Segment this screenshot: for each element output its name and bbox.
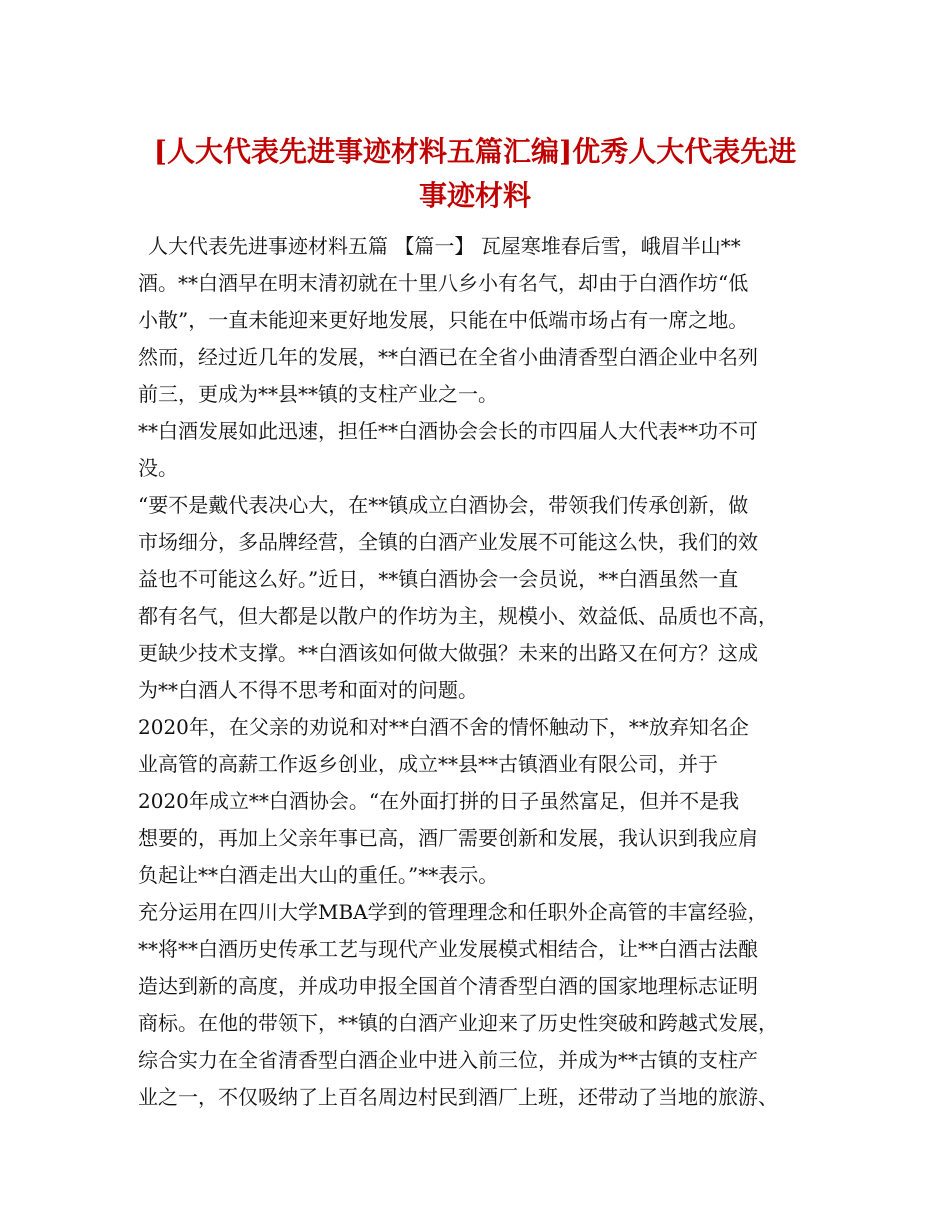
document-title-line-2: 事迹材料 <box>418 179 531 212</box>
body-line: 业高管的高薪工作返乡创业，成立**县**古镇酒业有限公司，并于 <box>138 752 718 776</box>
body-line: 想要的，再加上父亲年事已高，酒厂需要创新和发展，我认识到我应肩 <box>138 826 758 850</box>
body-line: 充分运用在四川大学MBA学到的管理理念和任职外企高管的丰富经验， <box>138 900 768 924</box>
body-line: 2020年，在父亲的劝说和对**白酒不舍的情怀触动下，**放弃知名企 <box>138 715 749 739</box>
body-line: 都有名气，但大都是以散户的作坊为主，规模小、效益低、品质也不高， <box>138 604 778 628</box>
body-line: 造达到新的高度，并成功申报全国首个清香型白酒的国家地理标志证明 <box>138 974 758 998</box>
body-line: **白酒发展如此迅速，担任**白酒协会会长的市四届人大代表**功不可 <box>138 419 758 443</box>
body-line: 2020年成立**白酒协会。“在外面打拼的日子虽然富足，但并不是我 <box>138 789 740 813</box>
body-line: 更缺少技术支撑。**白酒该如何做大做强？未来的出路又在何方？这成 <box>138 641 758 665</box>
body-line: 人大代表先进事迹材料五篇 【篇一】 瓦屋寒堆春后雪，峨眉半山** <box>148 234 741 258</box>
document-title-line-1: [人大代表先进事迹材料五篇汇编]优秀人大代表先进 <box>153 135 797 168</box>
document-body <box>138 228 838 1116</box>
body-line: “要不是戴代表决心大，在**镇成立白酒协会，带领我们传承创新，做 <box>138 493 749 517</box>
body-line: 为**白酒人不得不思考和面对的问题。 <box>138 678 478 702</box>
body-line: 没。 <box>138 456 178 480</box>
body-line: 酒。**白酒早在明末清初就在十里八乡小有名气，却由于白酒作坊“低 <box>138 271 749 295</box>
body-line: 市场细分，多品牌经营，全镇的白酒产业发展不可能这么快，我们的效 <box>138 530 758 554</box>
body-line: 综合实力在全省清香型白酒企业中进入前三位，并成为**古镇的支柱产 <box>138 1048 758 1072</box>
body-line: 业之一，不仅吸纳了上百名周边村民到酒厂上班，还带动了当地的旅游、 <box>138 1085 778 1109</box>
body-line: **将**白酒历史传承工艺与现代产业发展模式相结合，让**白酒古法酿 <box>138 937 758 961</box>
body-line: 负起让**白酒走出大山的重任。”**表示。 <box>138 863 499 887</box>
body-line: 商标。在他的带领下，**镇的白酒产业迎来了历史性突破和跨越式发展， <box>138 1011 778 1035</box>
body-line: 小散”，一直未能迎来更好地发展，只能在中低端市场占有一席之地。 <box>138 308 749 332</box>
body-line: 益也不可能这么好。”近日，**镇白酒协会一会员说，**白酒虽然一直 <box>138 567 739 591</box>
body-line: 然而，经过近几年的发展，**白酒已在全省小曲清香型白酒企业中名列 <box>138 345 758 369</box>
body-line: 前三，更成为**县**镇的支柱产业之一。 <box>138 382 498 406</box>
